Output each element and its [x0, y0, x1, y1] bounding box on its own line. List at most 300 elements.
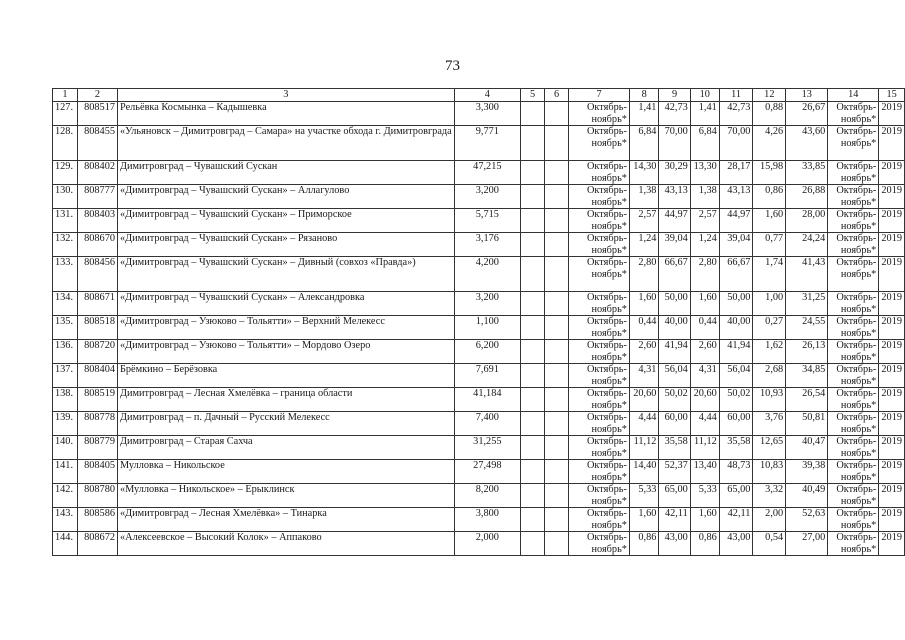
road-code-cell: 808778 — [77, 412, 117, 436]
empty-cell — [520, 436, 544, 460]
empty-cell — [520, 388, 544, 412]
period-cell — [828, 316, 879, 340]
table-row — [53, 364, 905, 388]
period-line: Октябрь- — [836, 412, 877, 423]
value-cell: 26,88 — [786, 185, 828, 209]
period-line: Октябрь- — [836, 102, 877, 113]
value-cell: 0,27 — [753, 316, 786, 340]
period-line: ноябрь* — [840, 519, 877, 531]
table-row — [53, 257, 905, 292]
length-cell: 9,771 — [454, 126, 520, 161]
value-cell: 4,44 — [629, 412, 658, 436]
empty-cell — [520, 257, 544, 292]
value-cell: 0,54 — [753, 532, 786, 556]
value-cell: 24,24 — [786, 233, 828, 257]
header-row — [53, 89, 905, 102]
year-cell: 2019 — [879, 508, 905, 532]
value-cell: 1,38 — [690, 185, 719, 209]
row-number-cell: 143. — [53, 508, 78, 532]
value-cell: 10,83 — [753, 460, 786, 484]
empty-cell — [520, 532, 544, 556]
value-cell: 56,04 — [659, 364, 690, 388]
period-cell — [569, 364, 630, 388]
period-cell — [828, 412, 879, 436]
period-line: Октябрь- — [836, 436, 877, 447]
empty-cell — [545, 484, 569, 508]
period-cell — [828, 340, 879, 364]
road-code-cell: 808672 — [77, 532, 117, 556]
value-cell: 1,24 — [629, 233, 658, 257]
road-name-cell: «Димитровград – Лесная Хмелёвка» – Тинарка — [118, 508, 455, 532]
period-line: Октябрь- — [587, 102, 627, 113]
period-line: ноябрь* — [591, 113, 627, 125]
road-name-cell: Димитровград – Лесная Хмелёвка – граница области — [118, 388, 455, 412]
row-number-cell: 132. — [53, 233, 78, 257]
period-line: Октябрь- — [836, 209, 877, 220]
empty-cell — [545, 292, 569, 316]
period-line: Октябрь- — [836, 257, 877, 268]
empty-cell — [520, 508, 544, 532]
road-name-cell: «Димитровград – Узюково – Тольятти» – Верхний Мелекесс — [118, 316, 455, 340]
column-header: 8 — [629, 89, 658, 102]
empty-cell — [520, 460, 544, 484]
empty-cell — [520, 316, 544, 340]
period-cell — [569, 185, 630, 209]
road-code-cell: 808780 — [77, 484, 117, 508]
value-cell: 0,86 — [690, 532, 719, 556]
road-code-cell: 808517 — [77, 102, 117, 126]
road-code-cell: 808404 — [77, 364, 117, 388]
empty-cell — [545, 316, 569, 340]
value-cell: 50,81 — [786, 412, 828, 436]
value-cell: 44,97 — [719, 209, 753, 233]
empty-cell — [545, 436, 569, 460]
period-cell — [828, 364, 879, 388]
period-cell — [828, 292, 879, 316]
period-line: ноябрь* — [840, 327, 877, 339]
value-cell: 41,94 — [719, 340, 753, 364]
period-line: Октябрь- — [587, 484, 627, 495]
empty-cell — [545, 340, 569, 364]
table-row — [53, 233, 905, 257]
year-cell: 2019 — [879, 484, 905, 508]
period-cell — [828, 460, 879, 484]
period-cell — [828, 508, 879, 532]
column-header: 11 — [719, 89, 753, 102]
row-number-cell: 141. — [53, 460, 78, 484]
value-cell: 2,60 — [629, 340, 658, 364]
length-cell: 3,800 — [454, 508, 520, 532]
road-code-cell: 808777 — [77, 185, 117, 209]
empty-cell — [545, 508, 569, 532]
period-line: ноябрь* — [591, 303, 627, 315]
value-cell: 39,04 — [719, 233, 753, 257]
value-cell: 43,00 — [659, 532, 690, 556]
value-cell: 14,30 — [629, 161, 658, 185]
period-cell — [569, 209, 630, 233]
empty-cell — [520, 209, 544, 233]
period-cell — [569, 508, 630, 532]
year-cell: 2019 — [879, 292, 905, 316]
length-cell: 8,200 — [454, 484, 520, 508]
period-cell — [569, 126, 630, 161]
period-line: ноябрь* — [840, 423, 877, 435]
table-row — [53, 126, 905, 161]
value-cell: 56,04 — [719, 364, 753, 388]
period-line: ноябрь* — [840, 137, 877, 149]
value-cell: 11,12 — [690, 436, 719, 460]
value-cell: 52,63 — [786, 508, 828, 532]
year-cell: 2019 — [879, 364, 905, 388]
period-line: Октябрь- — [587, 126, 627, 137]
value-cell: 50,02 — [719, 388, 753, 412]
value-cell: 26,54 — [786, 388, 828, 412]
page-number: 73 — [445, 58, 460, 74]
value-cell: 40,49 — [786, 484, 828, 508]
period-line: ноябрь* — [591, 495, 627, 507]
value-cell: 1,60 — [629, 292, 658, 316]
empty-cell — [520, 484, 544, 508]
value-cell: 1,60 — [753, 209, 786, 233]
period-line: Октябрь- — [836, 161, 877, 172]
table-row — [53, 436, 905, 460]
period-line: Октябрь- — [587, 161, 627, 172]
value-cell: 14,40 — [629, 460, 658, 484]
value-cell: 66,67 — [659, 257, 690, 292]
value-cell: 2,00 — [753, 508, 786, 532]
value-cell: 50,00 — [719, 292, 753, 316]
table-row — [53, 412, 905, 436]
table-row — [53, 292, 905, 316]
value-cell: 4,31 — [629, 364, 658, 388]
table-row — [53, 340, 905, 364]
column-header: 9 — [659, 89, 690, 102]
period-cell — [569, 388, 630, 412]
period-line: ноябрь* — [591, 327, 627, 339]
row-number-cell: 135. — [53, 316, 78, 340]
value-cell: 11,12 — [629, 436, 658, 460]
road-code-cell: 808402 — [77, 161, 117, 185]
column-header: 10 — [690, 89, 719, 102]
value-cell: 3,76 — [753, 412, 786, 436]
period-cell — [569, 233, 630, 257]
road-code-cell: 808456 — [77, 257, 117, 292]
period-cell — [828, 532, 879, 556]
period-cell — [569, 484, 630, 508]
value-cell: 2,80 — [690, 257, 719, 292]
row-number-cell: 130. — [53, 185, 78, 209]
value-cell: 15,98 — [753, 161, 786, 185]
road-name-cell: Мулловка – Никольское — [118, 460, 455, 484]
value-cell: 5,33 — [629, 484, 658, 508]
length-cell: 3,200 — [454, 292, 520, 316]
table-row — [53, 161, 905, 185]
period-cell — [569, 436, 630, 460]
value-cell: 40,00 — [719, 316, 753, 340]
column-header: 1 — [53, 89, 78, 102]
year-cell: 2019 — [879, 233, 905, 257]
road-name-cell: «Димитровград – Чувашский Сускан» – Приморское — [118, 209, 455, 233]
value-cell: 65,00 — [659, 484, 690, 508]
period-cell — [828, 126, 879, 161]
column-header: 15 — [879, 89, 905, 102]
empty-cell — [545, 209, 569, 233]
value-cell: 1,38 — [629, 185, 658, 209]
empty-cell — [520, 161, 544, 185]
length-cell: 4,200 — [454, 257, 520, 292]
road-code-cell: 808670 — [77, 233, 117, 257]
road-code-cell: 808519 — [77, 388, 117, 412]
value-cell: 60,00 — [659, 412, 690, 436]
length-cell: 5,715 — [454, 209, 520, 233]
value-cell: 20,60 — [690, 388, 719, 412]
value-cell: 70,00 — [719, 126, 753, 161]
value-cell: 0,88 — [753, 102, 786, 126]
value-cell: 31,25 — [786, 292, 828, 316]
table-body — [53, 102, 905, 556]
empty-cell — [545, 532, 569, 556]
period-cell — [569, 257, 630, 292]
period-line: Октябрь- — [836, 484, 877, 495]
value-cell: 2,68 — [753, 364, 786, 388]
period-cell — [828, 161, 879, 185]
empty-cell — [545, 233, 569, 257]
value-cell: 12,65 — [753, 436, 786, 460]
period-cell — [569, 161, 630, 185]
period-cell — [569, 316, 630, 340]
period-line: Октябрь- — [836, 292, 877, 303]
period-line: ноябрь* — [840, 351, 877, 363]
value-cell: 1,00 — [753, 292, 786, 316]
value-cell: 20,60 — [629, 388, 658, 412]
year-cell: 2019 — [879, 102, 905, 126]
empty-cell — [520, 102, 544, 126]
row-number-cell: 136. — [53, 340, 78, 364]
period-line: ноябрь* — [840, 244, 877, 256]
road-name-cell: «Димитровград – Чувашский Сускан» – Рязаново — [118, 233, 455, 257]
road-code-cell: 808405 — [77, 460, 117, 484]
row-number-cell: 142. — [53, 484, 78, 508]
period-line: Октябрь- — [587, 460, 627, 471]
period-line: ноябрь* — [840, 303, 877, 315]
period-cell — [828, 102, 879, 126]
length-cell: 27,498 — [454, 460, 520, 484]
period-cell — [569, 102, 630, 126]
column-header: 4 — [454, 89, 520, 102]
value-cell: 6,84 — [629, 126, 658, 161]
period-cell — [569, 292, 630, 316]
period-line: Октябрь- — [836, 532, 877, 543]
value-cell: 24,55 — [786, 316, 828, 340]
period-line: ноябрь* — [840, 471, 877, 483]
value-cell: 13,40 — [690, 460, 719, 484]
period-line: ноябрь* — [591, 268, 627, 280]
period-line: ноябрь* — [591, 471, 627, 483]
empty-cell — [520, 340, 544, 364]
value-cell: 6,84 — [690, 126, 719, 161]
period-cell — [569, 412, 630, 436]
length-cell: 6,200 — [454, 340, 520, 364]
empty-cell — [520, 233, 544, 257]
period-line: Октябрь- — [587, 388, 627, 399]
road-name-cell: «Димитровград – Чувашский Сускан» – Александровка — [118, 292, 455, 316]
period-line: Октябрь- — [587, 532, 627, 543]
value-cell: 0,86 — [629, 532, 658, 556]
empty-cell — [545, 102, 569, 126]
year-cell: 2019 — [879, 209, 905, 233]
value-cell: 0,44 — [690, 316, 719, 340]
value-cell: 30,29 — [659, 161, 690, 185]
row-number-cell: 134. — [53, 292, 78, 316]
table-row — [53, 209, 905, 233]
table-row — [53, 508, 905, 532]
road-name-cell: Рельёвка Космынка – Кадышевка — [118, 102, 455, 126]
period-line: Октябрь- — [587, 340, 627, 351]
column-header: 5 — [520, 89, 544, 102]
value-cell: 28,17 — [719, 161, 753, 185]
period-line: ноябрь* — [840, 113, 877, 125]
table-row — [53, 460, 905, 484]
year-cell: 2019 — [879, 185, 905, 209]
period-line: Октябрь- — [836, 340, 877, 351]
column-header: 14 — [828, 89, 879, 102]
road-name-cell: «Алексеевское – Высокий Колок» – Аппаково — [118, 532, 455, 556]
period-line: ноябрь* — [840, 447, 877, 459]
year-cell: 2019 — [879, 126, 905, 161]
period-line: ноябрь* — [840, 196, 877, 208]
period-line: Октябрь- — [587, 292, 627, 303]
value-cell: 48,73 — [719, 460, 753, 484]
year-cell: 2019 — [879, 412, 905, 436]
value-cell: 43,13 — [719, 185, 753, 209]
empty-cell — [520, 412, 544, 436]
row-number-cell: 137. — [53, 364, 78, 388]
year-cell: 2019 — [879, 340, 905, 364]
year-cell: 2019 — [879, 161, 905, 185]
length-cell: 47,215 — [454, 161, 520, 185]
road-code-cell: 808671 — [77, 292, 117, 316]
road-code-cell: 808586 — [77, 508, 117, 532]
period-line: ноябрь* — [591, 375, 627, 387]
row-number-cell: 131. — [53, 209, 78, 233]
period-line: Октябрь- — [836, 126, 877, 137]
road-table — [52, 88, 905, 556]
period-line: ноябрь* — [840, 399, 877, 411]
row-number-cell: 139. — [53, 412, 78, 436]
period-line: ноябрь* — [591, 244, 627, 256]
table-row — [53, 102, 905, 126]
period-line: ноябрь* — [840, 172, 877, 184]
value-cell: 60,00 — [719, 412, 753, 436]
length-cell: 7,400 — [454, 412, 520, 436]
period-line: ноябрь* — [840, 495, 877, 507]
value-cell: 43,60 — [786, 126, 828, 161]
period-line: Октябрь- — [836, 316, 877, 327]
length-cell: 2,000 — [454, 532, 520, 556]
period-line: Октябрь- — [587, 436, 627, 447]
period-line: Октябрь- — [836, 233, 877, 244]
value-cell: 39,38 — [786, 460, 828, 484]
empty-cell — [545, 364, 569, 388]
value-cell: 26,13 — [786, 340, 828, 364]
table-row — [53, 484, 905, 508]
empty-cell — [545, 185, 569, 209]
period-cell — [569, 532, 630, 556]
value-cell: 65,00 — [719, 484, 753, 508]
value-cell: 40,00 — [659, 316, 690, 340]
year-cell: 2019 — [879, 460, 905, 484]
period-line: Октябрь- — [587, 233, 627, 244]
table-row — [53, 388, 905, 412]
period-cell — [828, 484, 879, 508]
period-line: ноябрь* — [840, 543, 877, 555]
empty-cell — [545, 412, 569, 436]
value-cell: 4,26 — [753, 126, 786, 161]
empty-cell — [520, 292, 544, 316]
empty-cell — [545, 161, 569, 185]
period-cell — [828, 388, 879, 412]
value-cell: 2,57 — [690, 209, 719, 233]
road-name-cell: «Димитровград – Чувашский Сускан» – Аллагулово — [118, 185, 455, 209]
year-cell: 2019 — [879, 388, 905, 412]
empty-cell — [520, 126, 544, 161]
road-name-cell: Димитровград – Старая Сахча — [118, 436, 455, 460]
table-row — [53, 316, 905, 340]
row-number-cell: 144. — [53, 532, 78, 556]
road-name-cell: Димитровград – п. Дачный – Русский Мелекесс — [118, 412, 455, 436]
length-cell: 3,200 — [454, 185, 520, 209]
period-line: ноябрь* — [591, 172, 627, 184]
period-line: Октябрь- — [836, 460, 877, 471]
period-line: ноябрь* — [840, 220, 877, 232]
period-cell — [828, 233, 879, 257]
year-cell: 2019 — [879, 257, 905, 292]
period-cell — [828, 185, 879, 209]
period-cell — [569, 340, 630, 364]
period-line: ноябрь* — [591, 447, 627, 459]
road-name-cell: Брёмкино – Берёзовка — [118, 364, 455, 388]
value-cell: 34,85 — [786, 364, 828, 388]
value-cell: 0,44 — [629, 316, 658, 340]
value-cell: 43,00 — [719, 532, 753, 556]
value-cell: 1,60 — [629, 508, 658, 532]
period-line: ноябрь* — [591, 399, 627, 411]
value-cell: 50,02 — [659, 388, 690, 412]
value-cell: 0,86 — [753, 185, 786, 209]
value-cell: 13,30 — [690, 161, 719, 185]
value-cell: 42,11 — [659, 508, 690, 532]
row-number-cell: 129. — [53, 161, 78, 185]
value-cell: 27,00 — [786, 532, 828, 556]
value-cell: 1,60 — [690, 508, 719, 532]
empty-cell — [545, 388, 569, 412]
value-cell: 39,04 — [659, 233, 690, 257]
value-cell: 4,44 — [690, 412, 719, 436]
value-cell: 4,31 — [690, 364, 719, 388]
length-cell: 1,100 — [454, 316, 520, 340]
column-header: 2 — [77, 89, 117, 102]
empty-cell — [520, 364, 544, 388]
value-cell: 26,67 — [786, 102, 828, 126]
period-line: Октябрь- — [587, 316, 627, 327]
value-cell: 10,93 — [753, 388, 786, 412]
road-name-cell: Димитровград – Чувашский Сускан — [118, 161, 455, 185]
road-name-cell: «Мулловка – Никольское» – Ерыклинск — [118, 484, 455, 508]
row-number-cell: 128. — [53, 126, 78, 161]
period-line: Октябрь- — [587, 185, 627, 196]
table-row — [53, 185, 905, 209]
value-cell: 66,67 — [719, 257, 753, 292]
